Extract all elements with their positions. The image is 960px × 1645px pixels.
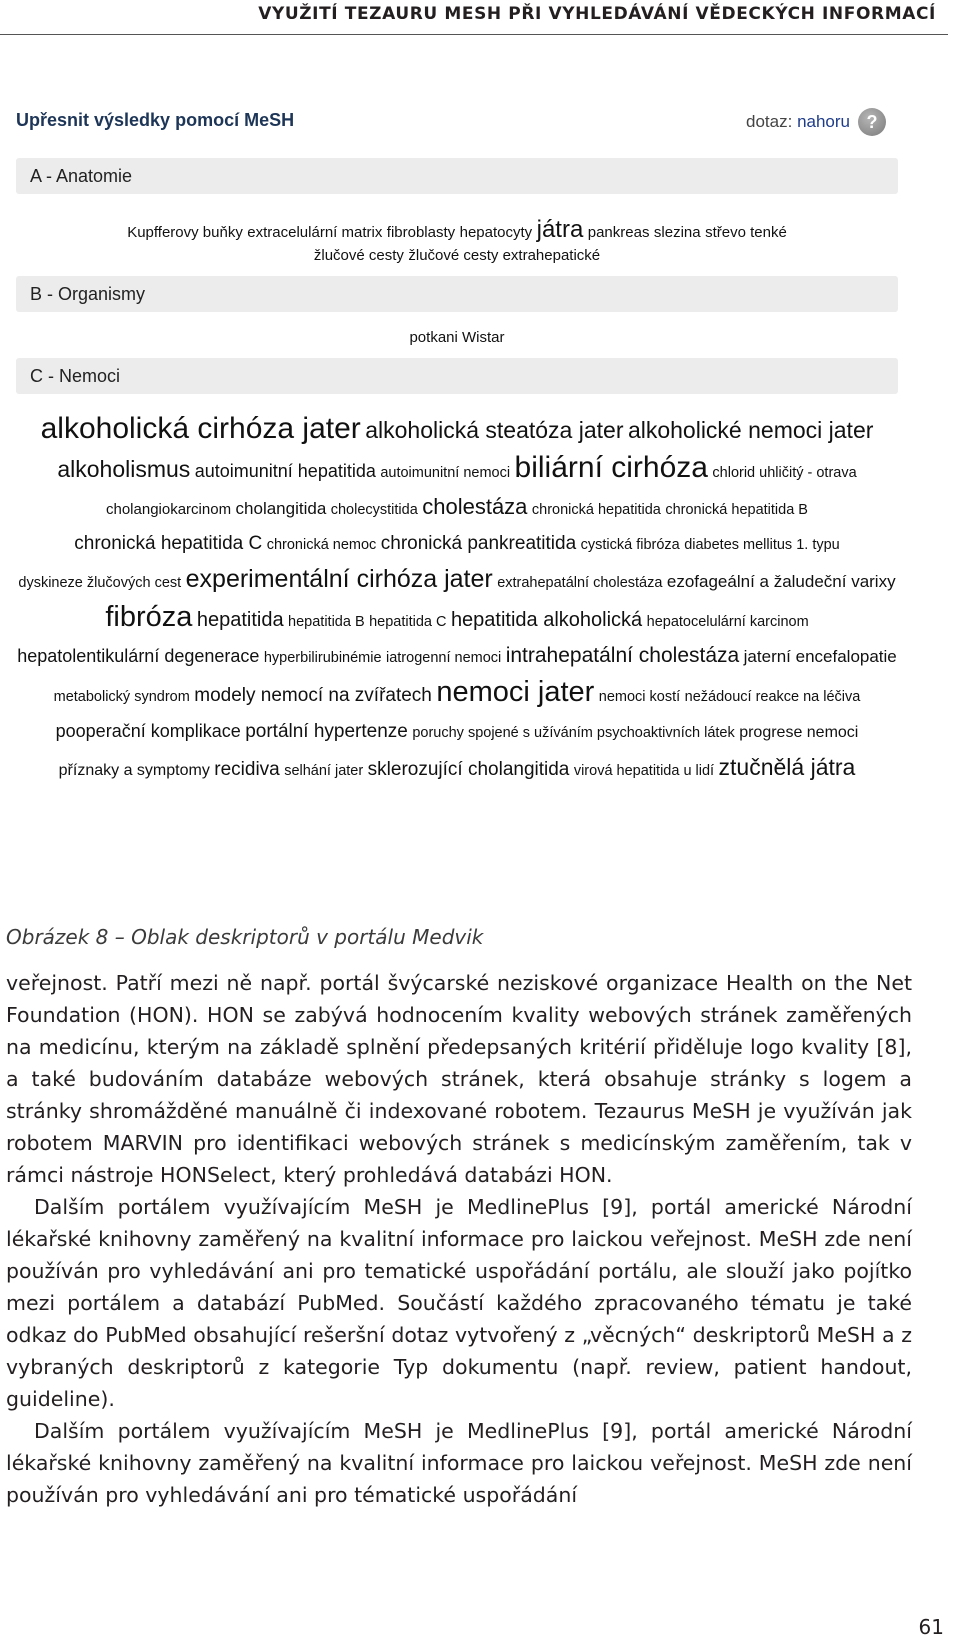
query-label: dotaz:: [746, 112, 793, 131]
panel-title: Upřesnit výsledky pomocí MeSH: [16, 110, 295, 130]
medvik-screenshot: [8, 100, 906, 910]
mesh-term-link[interactable]: iatrogenní nemoci: [385, 650, 502, 666]
mesh-term-link[interactable]: ezofageální a žaludeční varixy: [666, 572, 896, 591]
paragraph: veřejnost. Patří mezi ně např. portál švýcarské neziskové organizace Health on the Net Foundation (HON). HON se zabývá hodnocením kvality webových stránek zaměřených na medicínu, kterým na základě splnění předepsaných kritérií přiděluje logo kvality [8], a také budováním databáze webových stránek, která obsahuje stránky s logem a stránky shromážděné manuálně či indexované robotem. Tezaurus MeSH je využíván jak robotem MARVIN pro identifikaci webových stránek s medicínským zaměřením, tak v rámci nástroje HONSelect, který prohledává databázi HON.: [6, 971, 912, 1187]
category-nemoci[interactable]: C - Nemoci: [16, 358, 898, 394]
query-top-link[interactable]: nahoru: [797, 112, 850, 131]
mesh-term-link[interactable]: hepatitida alkoholická: [450, 609, 643, 631]
page-number: 61: [918, 1615, 944, 1639]
mesh-term-link[interactable]: chronická hepatitida: [531, 502, 661, 518]
mesh-term-link[interactable]: jaterní encefalopatie: [743, 647, 897, 666]
mesh-term-link[interactable]: recidiva: [214, 759, 280, 780]
paragraph: Dalším portálem využívajícím MeSH je MedlinePlus [9], portál americké Národní lékařské knihovny zaměřený na kvalitní informace pro laickou veřejnost. MeSH zde není používán pro vyhledávání ani pro tematické uspořádání portálu, ale slouží jako pojítko mezi portálem a databází PubMed. Součástí každého zpracovaného tématu je také odkaz do PubMed obsahující rešeršní dotaz vytvořený z „věcných“ deskriptorů MeSH a z vybraných deskriptorů z kategorie Typ dokumentu (např. review, patient handout, guideline).: [6, 1195, 912, 1411]
mesh-term-link[interactable]: autoimunitní hepatitida: [194, 461, 376, 481]
mesh-term-link[interactable]: biliární cirhóza: [514, 451, 708, 484]
mesh-term-link[interactable]: žlučové cesty extrahepatické: [408, 247, 601, 264]
mesh-term-link[interactable]: cystická fibróza: [580, 537, 680, 553]
mesh-term-link[interactable]: nežádoucí reakce na léčiva: [684, 689, 861, 705]
category-organismy[interactable]: B - Organismy: [16, 276, 898, 312]
mesh-term-link[interactable]: cholangiokarcinom: [106, 501, 232, 518]
mesh-term-link[interactable]: nemoci jater: [436, 676, 595, 708]
header-divider: [0, 34, 948, 35]
mesh-term-link[interactable]: diabetes mellitus 1. typu: [684, 537, 840, 553]
mesh-term-link[interactable]: dyskineze žlučových cest: [18, 575, 182, 591]
mesh-term-link[interactable]: hepatitida B: [288, 614, 365, 630]
mesh-term-link[interactable]: progrese nemoci: [739, 724, 859, 741]
mesh-term-link[interactable]: cholecystitida: [330, 502, 418, 518]
mesh-term-link[interactable]: selhání jater: [284, 763, 364, 779]
mesh-term-link[interactable]: alkoholická steatóza jater: [365, 417, 624, 443]
mesh-term-link[interactable]: experimentální cirhóza jater: [185, 565, 493, 593]
mesh-term-link[interactable]: portální hypertenze: [245, 721, 408, 742]
running-header: VYUŽITÍ TEZAURU MESH PŘI VYHLEDÁVÁNÍ VĚDECKÝCH INFORMACÍ: [258, 4, 936, 24]
mesh-term-link[interactable]: hepatolentikulární degenerace: [17, 646, 260, 666]
mesh-term-link[interactable]: fibroblasty: [386, 224, 456, 241]
mesh-term-link[interactable]: cholangitida: [235, 499, 327, 518]
mesh-term-link[interactable]: alkoholické nemoci jater: [627, 417, 874, 443]
anatomy-cloud-line2: [8, 244, 906, 268]
diseases-cloud: [16, 412, 898, 788]
mesh-term-link[interactable]: potkani Wistar: [409, 329, 505, 346]
figure-caption: Obrázek 8 – Oblak deskriptorů v portálu Medvik: [6, 925, 484, 949]
mesh-term-link[interactable]: cholestáza: [422, 494, 528, 519]
mesh-term-link[interactable]: hepatitida C: [369, 614, 447, 630]
mesh-term-link[interactable]: nemoci kostí: [598, 689, 681, 705]
query-links: [746, 112, 850, 132]
mesh-term-link[interactable]: hyperbilirubinémie: [263, 650, 382, 666]
mesh-term-link[interactable]: příznaky a symptomy: [58, 762, 210, 779]
help-icon[interactable]: ?: [858, 108, 886, 136]
mesh-term-link[interactable]: fibróza: [105, 601, 193, 633]
mesh-term-link[interactable]: chronická nemoc: [266, 537, 377, 553]
mesh-term-link[interactable]: hepatocelulární karcinom: [646, 614, 809, 630]
mesh-term-link[interactable]: hepatitida: [196, 609, 284, 631]
mesh-term-link[interactable]: extracelulární matrix: [247, 224, 383, 241]
mesh-term-link[interactable]: hepatocyty: [459, 224, 533, 241]
mesh-term-link[interactable]: pooperační komplikace: [55, 721, 241, 741]
paragraph: Dalším portálem využívajícím MeSH je MedlinePlus [9], portál americké Národní lékařské knihovny zaměřený na kvalitní informace pro laickou veřejnost. MeSH zde není používán pro vyhledávání ani pro tématické uspořádání: [6, 1419, 912, 1507]
mesh-term-link[interactable]: ztučnělá játra: [718, 754, 856, 780]
mesh-term-link[interactable]: chlorid uhličitý - otrava: [712, 465, 857, 481]
mesh-term-link[interactable]: metabolický syndrom: [53, 689, 190, 705]
mesh-term-link[interactable]: chronická hepatitida C: [74, 533, 263, 554]
mesh-term-link[interactable]: poruchy spojené s užíváním psychoaktivních látek: [412, 725, 735, 741]
mesh-term-link[interactable]: alkoholická cirhóza jater: [40, 412, 361, 445]
mesh-term-link[interactable]: střevo tenké: [705, 224, 787, 241]
mesh-term-link[interactable]: slezina: [653, 224, 701, 241]
mesh-term-link[interactable]: Kupfferovy buňky: [127, 224, 243, 241]
mesh-term-link[interactable]: pankreas: [587, 224, 650, 241]
mesh-term-link[interactable]: chronická hepatitida B: [665, 502, 808, 518]
mesh-term-link[interactable]: virová hepatitida u lidí: [573, 763, 715, 779]
mesh-term-link[interactable]: modely nemocí na zvířatech: [194, 685, 432, 706]
anatomy-cloud-line1: [8, 218, 906, 245]
mesh-term-link[interactable]: autoimunitní nemoci: [380, 465, 511, 481]
mesh-term-link[interactable]: chronická pankreatitida: [380, 533, 577, 554]
mesh-term-link[interactable]: extrahepatální cholestáza: [497, 575, 663, 591]
body-text: [6, 967, 912, 1511]
mesh-term-link[interactable]: intrahepatální cholestáza: [505, 644, 740, 667]
category-anatomie[interactable]: A - Anatomie: [16, 158, 898, 194]
organisms-cloud: [8, 326, 906, 350]
mesh-term-link[interactable]: játra: [536, 216, 584, 243]
mesh-term-link[interactable]: sklerozující cholangitida: [367, 759, 570, 780]
mesh-term-link[interactable]: alkoholismus: [57, 456, 191, 482]
mesh-term-link[interactable]: žlučové cesty: [313, 247, 404, 264]
